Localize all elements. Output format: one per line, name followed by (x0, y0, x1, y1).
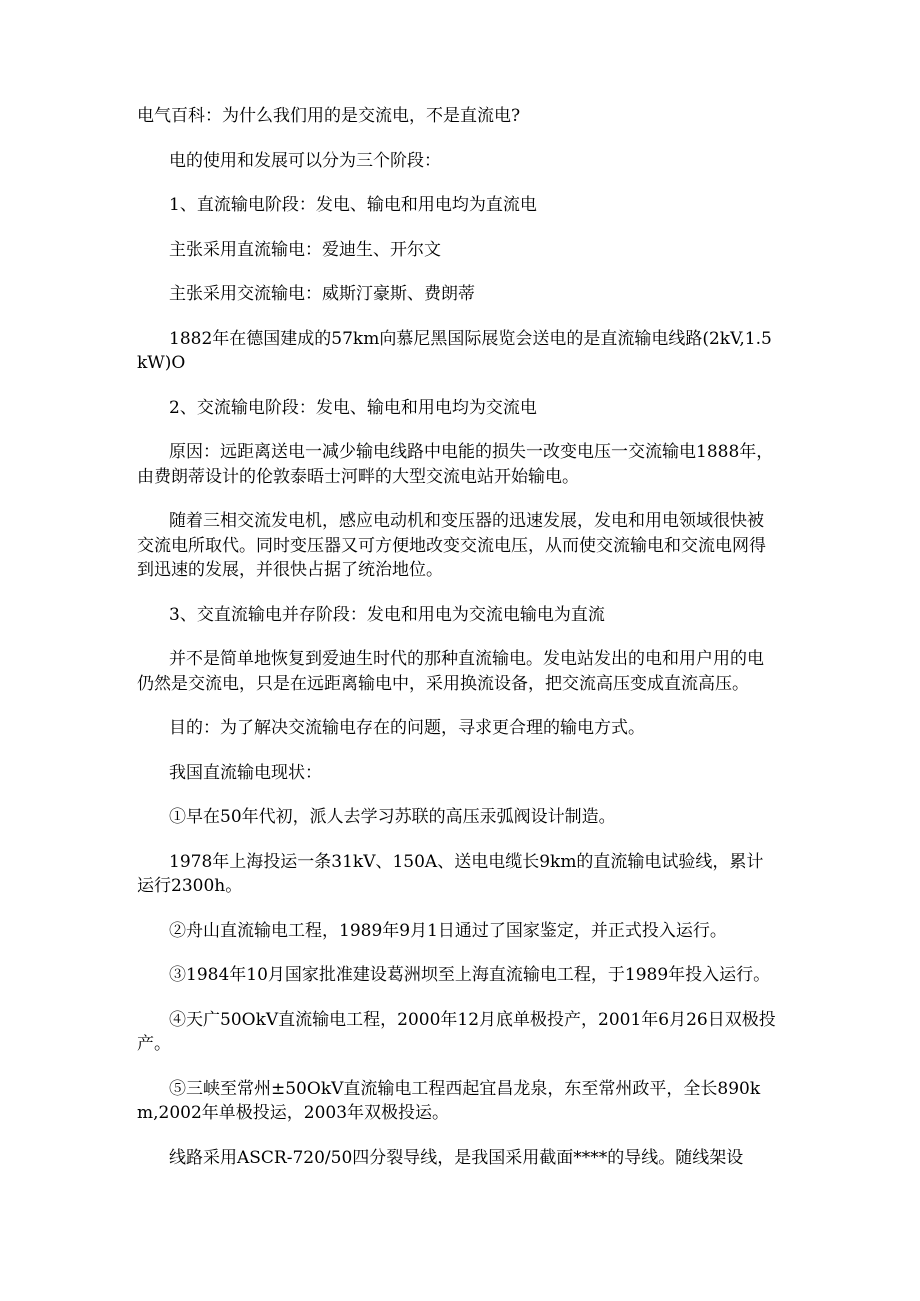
list-item-1: ①早在50年代初，派人去学习苏联的高压汞弧阀设计制造。 (169, 807, 616, 827)
list-item-4: ④天广50OkV直流输电工程，2000年12月底单极投产，2001年6月26日双极投产。 (137, 1009, 776, 1054)
paragraph-purpose: 目的：为了解决交流输电存在的问题，寻求更合理的输电方式。 (169, 718, 645, 738)
paragraph-stage-3: 3、交直流输电并存阶段：发电和用电为交流电输电为直流 (169, 604, 605, 625)
paragraph-ac-advocates: 主张采用交流输电：威斯汀豪斯、费朗蒂 (169, 284, 475, 304)
paragraph-ac-development: 随着三相交流发电机，感应电动机和变压器的迅速发展，发电和用电领域很快被交流电所取代。同时变压器又可方便地改变交流电压，从而使交流输电和交流电网得到迅速的发展，并很快占据了统治地位。 (137, 511, 766, 580)
paragraph-stage-2: 2、交流输电阶段：发电、输电和用电均为交流电 (169, 397, 537, 418)
list-item-5: ⑤三峡至常州±50OkV直流输电工程西起宜昌龙泉，东至常州政平，全长890km,2002年单极投运，2003年双极投运。 (137, 1078, 761, 1123)
paragraph-china-status: 我国直流输电现状： (169, 762, 322, 783)
paragraph-dc-advocates: 主张采用直流输电：爱迪生、开尔文 (169, 239, 441, 260)
paragraph-intro: 电的使用和发展可以分为三个阶段： (169, 150, 441, 171)
paragraph-1882-line: 1882年在德国建成的57km向慕尼黑国际展览会送电的是直流输电线路(2kV,1.5kW)O (137, 328, 772, 373)
paragraph-hvdc-explanation: 并不是简单地恢复到爱迪生时代的那种直流输电。发电站发出的电和用户用的电仍然是交流电，只是在远距离输电中，采用换流设备，把交流高压变成直流高压。 (137, 649, 764, 694)
paragraph-conductor: 线路采用ASCR-720/50四分裂导线，是我国采用截面****的导线。随线架设 (169, 1147, 744, 1168)
paragraph-1978-test-line: 1978年上海投运一条31kV、150A、送电电缆长9km的直流输电试验线，累计运行2300h。 (137, 851, 764, 896)
paragraph-reason: 原因：远距离送电一减少输电线路中电能的损失一改变电压一交流输电1888年，由费朗蒂设计的伦敦泰晤士河畔的大型交流电站开始输电。 (137, 442, 774, 487)
document-body (137, 104, 777, 1190)
list-item-3: ③1984年10月国家批准建设葛洲坝至上海直流输电工程，于1989年投入运行。 (169, 965, 771, 985)
paragraph-stage-1: 1、直流输电阶段：发电、输电和用电均为直流电 (169, 195, 537, 215)
document-title: 电气百科：为什么我们用的是交流电，不是直流电? (137, 106, 521, 126)
list-item-2: ②舟山直流输电工程，1989年9月1日通过了国家鉴定，并正式投入运行。 (169, 920, 727, 941)
